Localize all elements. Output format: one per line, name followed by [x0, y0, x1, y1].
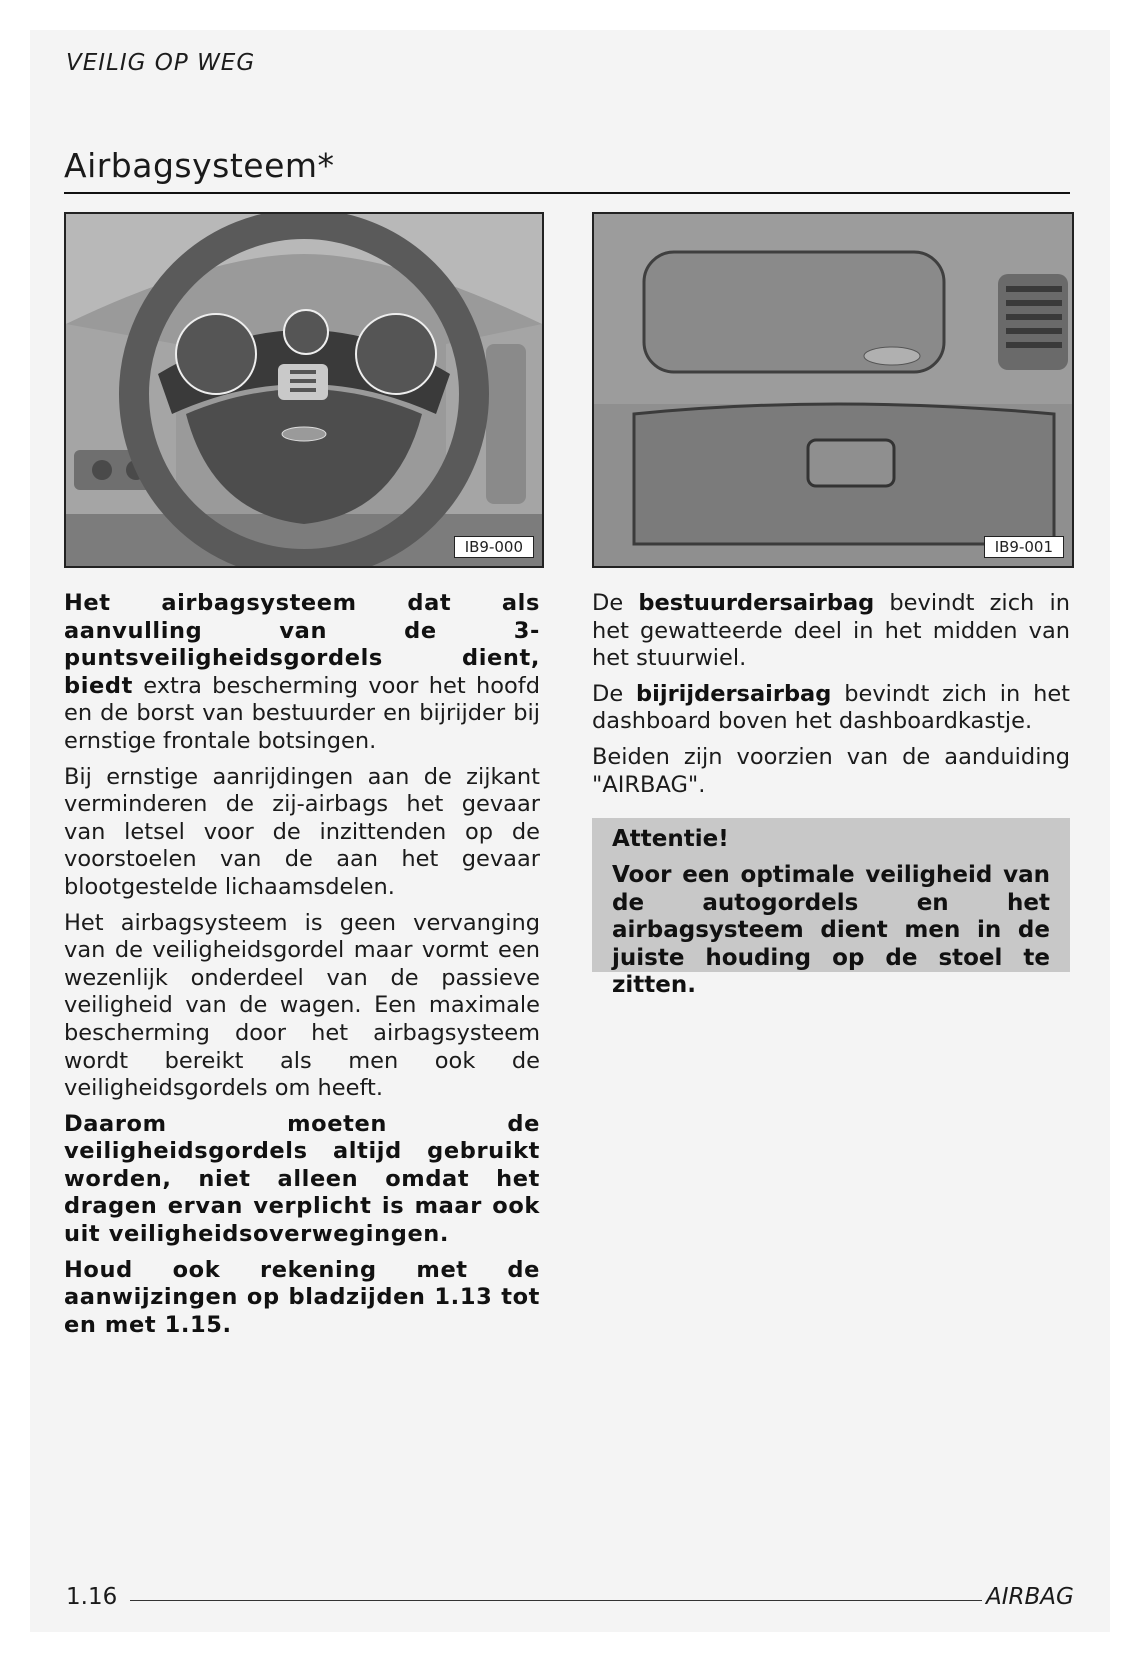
page-title: Airbagsysteem* [64, 146, 335, 185]
right-paragraph-2: De bijrijdersairbag bevindt zich in het dashboard boven het dashboardkastje. [592, 680, 1070, 735]
figure-label-1: IB9-000 [454, 536, 534, 558]
attention-text: Voor een optimale veiligheid van de autogordels en het airbagsysteem dient men in de juiste houding op de stoel te zitten. [612, 862, 1050, 998]
figure-dashboard [592, 212, 1074, 568]
right-paragraph-3: Beiden zijn voorzien van de aanduiding "AIRBAG". [592, 743, 1070, 798]
left-paragraph-4: Daarom moeten de veiligheidsgordels altijd gebruikt worden, niet alleen omdat het dragen ervan verplicht is maar ook uit veiligheidsoverwegingen. [64, 1110, 540, 1248]
dashboard-illustration [594, 214, 1072, 566]
figure-label-2: IB9-001 [984, 536, 1064, 558]
right-column [592, 590, 1070, 807]
footer-divider [130, 1600, 982, 1601]
attention-box [592, 818, 1070, 998]
title-divider [64, 192, 1070, 194]
left-paragraph-5: Houd ook rekening met de aanwijzingen op bladzijden 1.13 tot en met 1.15. [64, 1256, 540, 1338]
steering-wheel-illustration [66, 214, 542, 566]
footer-section: AIRBAG [986, 1584, 1074, 1610]
page-number: 1.16 [66, 1584, 118, 1610]
left-column [64, 590, 540, 1347]
left-paragraph-3: Het airbagsysteem is geen vervanging van de veiligheidsgordel maar vormt een wezenlijk onderdeel van de passieve veiligheid van de wagen. Een maximale bescherming door het airbagsysteem wordt bereikt als men ook de veiligheidsgordels om heeft. [64, 909, 540, 1102]
left-paragraph-2: Bij ernstige aanrijdingen aan de zijkant verminderen de zij-airbags het gevaar van letsel voor de inzittenden op de voorstoelen van de aan het gevaar blootgestelde lichaamsdelen. [64, 763, 540, 900]
figure-steering-wheel [64, 212, 544, 568]
attention-title: Attentie! [612, 826, 729, 852]
right-paragraph-1: De bestuurdersairbag bevindt zich in het gewatteerde deel in het midden van het stuurwiel. [592, 590, 1070, 672]
section-header: VEILIG OP WEG [66, 50, 256, 76]
left-paragraph-1: Het airbagsysteem dat als aanvulling van de 3-puntsveiligheidsgordels dient, biedt extra bescherming voor het hoofd en de borst van bestuurder en bijrijder bij ernstige frontale botsingen. [64, 590, 540, 754]
